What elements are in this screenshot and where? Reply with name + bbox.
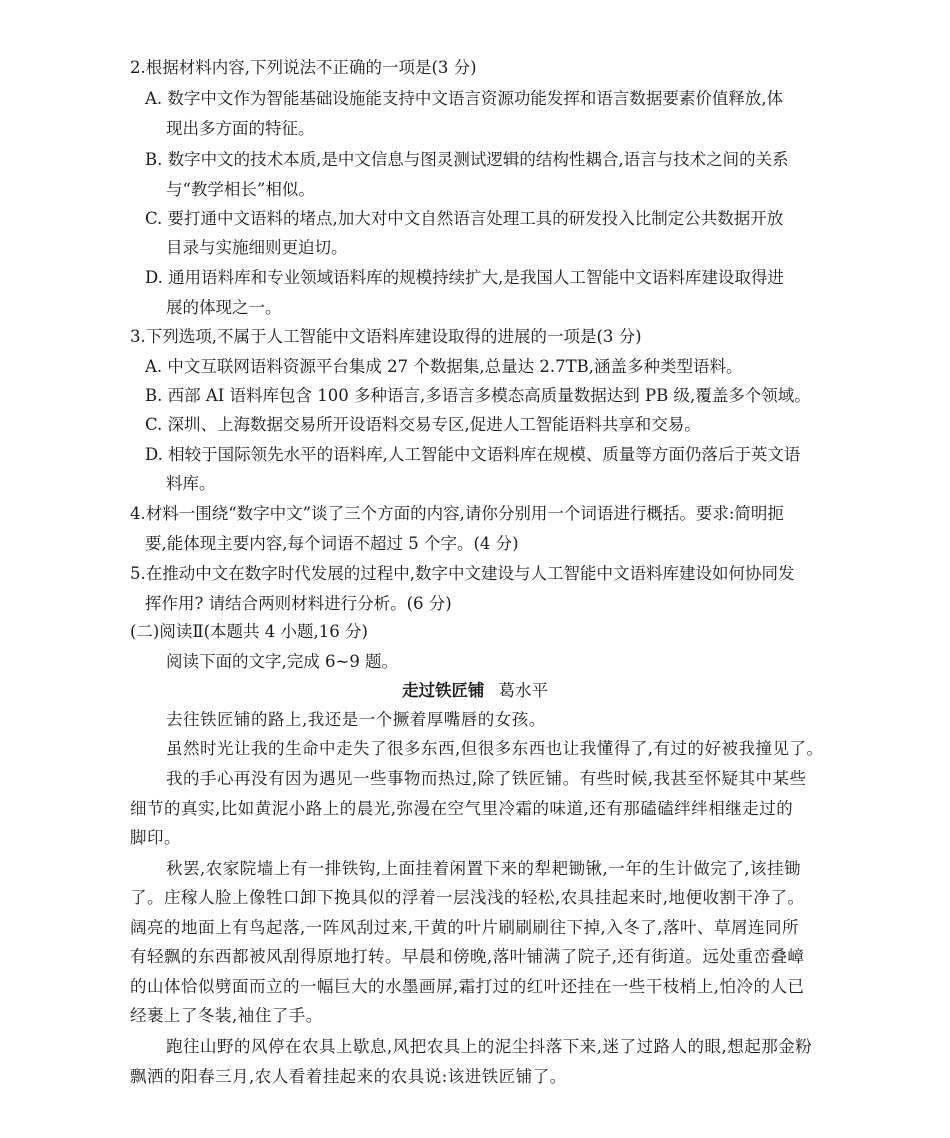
- article-title-line: [0, 676, 950, 705]
- question-5-stem-cont: 挥作用? 请结合两则材料进行分析。(6 分): [145, 594, 452, 613]
- question-2-option-c: C. 要打通中文语料的堵点,加大对中文自然语言处理工具的研发投入比制定公共数据开放: [145, 209, 784, 228]
- question-2-option-d-cont: 展的体现之一。: [166, 298, 282, 317]
- article-paragraph-4-cont: 有轻飘的东西都被风刮得原地打转。早晨和傍晚,落叶铺满了院子,还有街道。远处重峦叠嶂: [130, 947, 805, 966]
- article-author: 葛水平: [498, 681, 548, 700]
- question-3-option-b: B. 西部 AI 语料库包含 100 多种语言,多语言多模态高质量数据达到 PB 级,覆盖多个领域。: [145, 386, 811, 405]
- question-3-stem: 3.下列选项,不属于人工智能中文语料库建设取得的进展的一项是(3 分): [130, 327, 642, 346]
- question-2-option-d: D. 通用语料库和专业领域语料库的规模持续扩大,是我国人工智能中文语料库建设取得进: [145, 268, 784, 287]
- question-5-stem: 5.在推动中文在数字时代发展的过程中,数字中文建设与人工智能中文语料库建设如何协同发: [130, 564, 795, 583]
- article-paragraph-4-cont: 的山体恰似劈面而立的一幅巨大的水墨画屏,霜打过的红叶还挂在一些干枝梢上,怕冷的人已: [130, 977, 805, 996]
- article-paragraph-4-cont: 阔亮的地面上有鸟起落,一阵风刮过来,干黄的叶片刷刷刷往下掉,入冬了,落叶、草屑连同所: [130, 918, 799, 937]
- article-paragraph-3: 我的手心再没有因为遇见一些事物而热过,除了铁匠铺。有些时候,我甚至怀疑其中某些: [166, 769, 807, 788]
- question-3-option-a: A. 中文互联网语料资源平台集成 27 个数据集,总量达 2.7TB,涵盖多种类型语料。: [145, 357, 743, 376]
- article-paragraph-4-cont: 经裹上了冬装,袖住了手。: [130, 1006, 323, 1025]
- article-paragraph-1: 去往铁匠铺的路上,我还是一个撅着厚嘴唇的女孩。: [166, 710, 546, 729]
- question-3-option-d-cont: 料库。: [166, 474, 216, 493]
- article-paragraph-3-cont: 脚印。: [130, 828, 181, 847]
- article-paragraph-5: 跑往山野的风停在农具上歇息,风把农具上的泥尘抖落下来,迷了过路人的眼,想起那金粉: [166, 1037, 813, 1056]
- section-heading: (二)阅读Ⅱ(本题共 4 小题,16 分): [130, 622, 368, 641]
- question-2-option-b-cont: 与“教学相长”相似。: [166, 180, 315, 199]
- question-3-option-d: D. 相较于国际领先水平的语料库,人工智能中文语料库在规模、质量等方面仍落后于英文语: [145, 445, 801, 464]
- question-2-option-c-cont: 目录与实施细则更迫切。: [166, 238, 348, 257]
- article-paragraph-4: 秋罢,农家院墙上有一排铁钩,上面挂着闲置下来的犁耙锄锹,一年的生计做完了,该挂锄: [166, 859, 801, 878]
- question-2-option-a: A. 数字中文作为智能基础设施能支持中文语言资源功能发挥和语言数据要素价值释放,体: [145, 89, 784, 108]
- article-paragraph-4-cont: 了。庄稼人脸上像牲口卸下挽具似的浮着一层浅浅的轻松,农具挂起来时,地便收割干净了。: [130, 888, 805, 907]
- question-4-stem-cont: 要,能体现主要内容,每个词语不超过 5 个字。(4 分): [145, 534, 519, 553]
- question-2-option-a-cont: 现出多方面的特征。: [166, 119, 315, 138]
- article-paragraph-2: 虽然时光让我的生命中走失了很多东西,但很多东西也让我懂得了,有过的好被我撞见了。: [166, 739, 824, 758]
- question-3-option-c: C. 深圳、上海数据交易所开设语料交易专区,促进人工智能语料共享和交易。: [145, 415, 701, 434]
- question-2-option-b: B. 数字中文的技术本质,是中文信息与图灵测试逻辑的结构性耦合,语言与技术之间的关系: [145, 150, 789, 169]
- section-instruction: 阅读下面的文字,完成 6~9 题。: [166, 652, 399, 671]
- article-title: 走过铁匠铺: [402, 681, 485, 700]
- question-2-stem: 2.根据材料内容,下列说法不正确的一项是(3 分): [130, 58, 477, 77]
- article-paragraph-3-cont: 细节的真实,比如黄泥小路上的晨光,弥漫在空气里冷霜的味道,还有那磕磕绊绊相继走过的: [130, 799, 794, 818]
- article-paragraph-5-cont: 飘洒的阳春三月,农人看着挂起来的农具说:该进铁匠铺了。: [130, 1067, 567, 1086]
- question-4-stem: 4.材料一围绕“数字中文”谈了三个方面的内容,请你分别用一个词语进行概括。要求:简明扼: [130, 504, 784, 523]
